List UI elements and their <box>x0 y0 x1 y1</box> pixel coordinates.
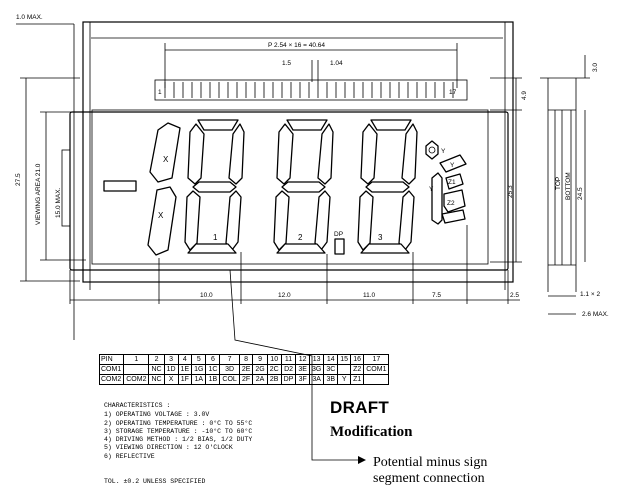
pin-width-label: 1.5 <box>282 60 292 67</box>
table-cell: 3G <box>309 365 323 375</box>
w3-label: 11.0 <box>363 292 376 299</box>
table-cell: 3 <box>164 355 178 365</box>
side-width-label: 2.6 MAX. <box>582 311 609 318</box>
table-cell: COM1 <box>364 365 389 375</box>
table-row <box>100 375 389 385</box>
table-cell: 10 <box>267 355 281 365</box>
table-cell: 1A <box>192 375 206 385</box>
lead-label: 1.1 × 2 <box>580 291 601 298</box>
characteristic-item: 2) OPERATING TEMPERATURE : 0°C TO 55°C <box>104 419 253 427</box>
table-cell: PIN <box>100 355 124 365</box>
minus-segment <box>104 181 136 191</box>
table-cell: 14 <box>324 355 338 365</box>
w1-label: 10.0 <box>200 292 213 299</box>
draft-stamp: DRAFT <box>330 398 390 417</box>
table-cell: COM2 <box>124 375 149 385</box>
pin-table-header <box>100 355 389 365</box>
x-lower-label: X <box>158 211 164 220</box>
table-cell <box>364 375 389 385</box>
digit-2-label: 2 <box>298 233 303 242</box>
w4-label: 7.5 <box>432 292 442 299</box>
y-top-label: Y <box>441 148 446 155</box>
symbol-segments <box>426 141 466 224</box>
table-cell: DP <box>281 375 296 385</box>
thickness-dimension <box>16 14 74 340</box>
z1-label: Z1 <box>448 179 456 186</box>
pin-table <box>99 354 389 385</box>
digit-3 <box>358 120 417 253</box>
table-cell: COM1 <box>100 365 124 375</box>
modification-label: Modification <box>330 424 413 440</box>
tolerance-note: TOL. ±0.2 UNLESS SPECIFIED <box>104 478 206 485</box>
table-cell: 9 <box>253 355 267 365</box>
w5-label: 2.5 <box>510 292 520 299</box>
table-cell: NC <box>149 375 164 385</box>
table-cell <box>338 365 351 375</box>
top-offset-label: 4.9 <box>521 90 528 100</box>
table-cell: 6 <box>206 355 220 365</box>
table-cell: 3F <box>296 375 310 385</box>
bottom-dimensions <box>70 225 520 304</box>
table-cell: 3A <box>309 375 323 385</box>
side-height-label: 24.5 <box>577 187 584 200</box>
characteristic-item: 1) OPERATING VOLTAGE : 3.0V <box>104 411 210 419</box>
table-cell: 1B <box>206 375 220 385</box>
pitch-label: P 2.54 × 16 = 40.64 <box>268 42 325 49</box>
table-cell: 11 <box>281 355 296 365</box>
digit-1-label: 1 <box>213 233 218 242</box>
characteristics-title: CHARACTERISTICS : <box>104 402 171 409</box>
table-cell: Z1 <box>351 375 364 385</box>
pin-last-label: 17 <box>449 89 457 96</box>
table-cell: Y <box>338 375 351 385</box>
side-top-label: 3.0 <box>592 62 599 72</box>
table-cell: 7 <box>220 355 239 365</box>
table-cell: 3D <box>220 365 239 375</box>
table-cell: 3E <box>296 365 310 375</box>
table-cell: 5 <box>192 355 206 365</box>
annotation-note-line-2: segment connection <box>373 471 485 486</box>
total-height-label: 27.5 <box>15 173 22 186</box>
table-cell: 2E <box>239 365 253 375</box>
table-cell: X <box>164 375 178 385</box>
table-cell <box>124 365 149 375</box>
y-left-label: Y <box>429 186 434 193</box>
x-upper-label: X <box>163 155 169 164</box>
table-cell: 1E <box>178 365 192 375</box>
table-cell: Z2 <box>351 365 364 375</box>
digit-3-label: 3 <box>378 233 383 242</box>
table-cell: 1 <box>124 355 149 365</box>
thickness-label: 1.0 MAX. <box>16 14 43 21</box>
table-cell: 1F <box>178 375 192 385</box>
dp-label: DP <box>334 231 344 238</box>
viewing-area-label: VIEWING AREA 21.0 <box>35 163 42 225</box>
z2-label: Z2 <box>447 200 455 207</box>
table-cell: 1G <box>192 365 206 375</box>
table-cell: 2F <box>239 375 253 385</box>
characteristic-item: 6) REFLECTIVE <box>104 452 155 460</box>
pin-gap-label: 1.04 <box>330 60 343 67</box>
table-row <box>100 365 389 375</box>
table-cell: 2G <box>253 365 267 375</box>
table-cell: 12 <box>296 355 310 365</box>
table-cell: 13 <box>309 355 323 365</box>
table-cell: NC <box>149 365 164 375</box>
table-cell: COL <box>220 375 239 385</box>
table-cell: 2A <box>253 375 267 385</box>
digit-1 <box>185 120 244 253</box>
digit-2 <box>274 120 333 253</box>
characteristic-item: 4) DRIVING METHOD : 1/2 BIAS, 1/2 DUTY <box>104 436 253 444</box>
annotation-note-line-1: Potential minus sign <box>373 455 488 470</box>
table-cell: 1C <box>206 365 220 375</box>
y-mid-label: Y <box>450 162 455 169</box>
inner-height-label: 15.0 MAX. <box>55 187 62 218</box>
side-view <box>540 55 609 318</box>
right-dimensions <box>490 78 528 262</box>
table-cell: 2 <box>149 355 164 365</box>
table-cell: 8 <box>239 355 253 365</box>
table-cell: 1D <box>164 365 178 375</box>
characteristic-item: 5) VIEWING DIRECTION : 12 O'CLOCK <box>104 444 233 452</box>
table-cell: D2 <box>281 365 296 375</box>
table-cell: 2B <box>267 375 281 385</box>
table-cell: COM2 <box>100 375 124 385</box>
w2-label: 12.0 <box>278 292 291 299</box>
pin-first-label: 1 <box>158 89 162 96</box>
characteristic-item: 3) STORAGE TEMPERATURE : -10°C TO 60°C <box>104 427 253 435</box>
x-segments <box>148 123 180 255</box>
side-top-text: TOP <box>555 176 562 190</box>
table-cell: 3B <box>324 375 338 385</box>
table-cell: 17 <box>364 355 389 365</box>
left-dimensions <box>15 78 86 281</box>
table-cell: 3C <box>324 365 338 375</box>
table-cell: 4 <box>178 355 192 365</box>
pitch-dimension <box>91 38 503 88</box>
right-height-label: 25.3 <box>507 185 514 198</box>
characteristics-block <box>104 402 252 461</box>
table-cell: 2C <box>267 365 281 375</box>
table-cell: 16 <box>351 355 364 365</box>
side-bottom-text: BOTTOM <box>565 172 572 200</box>
decimal-point <box>334 231 344 254</box>
pin-row <box>155 80 467 100</box>
table-cell: 15 <box>338 355 351 365</box>
